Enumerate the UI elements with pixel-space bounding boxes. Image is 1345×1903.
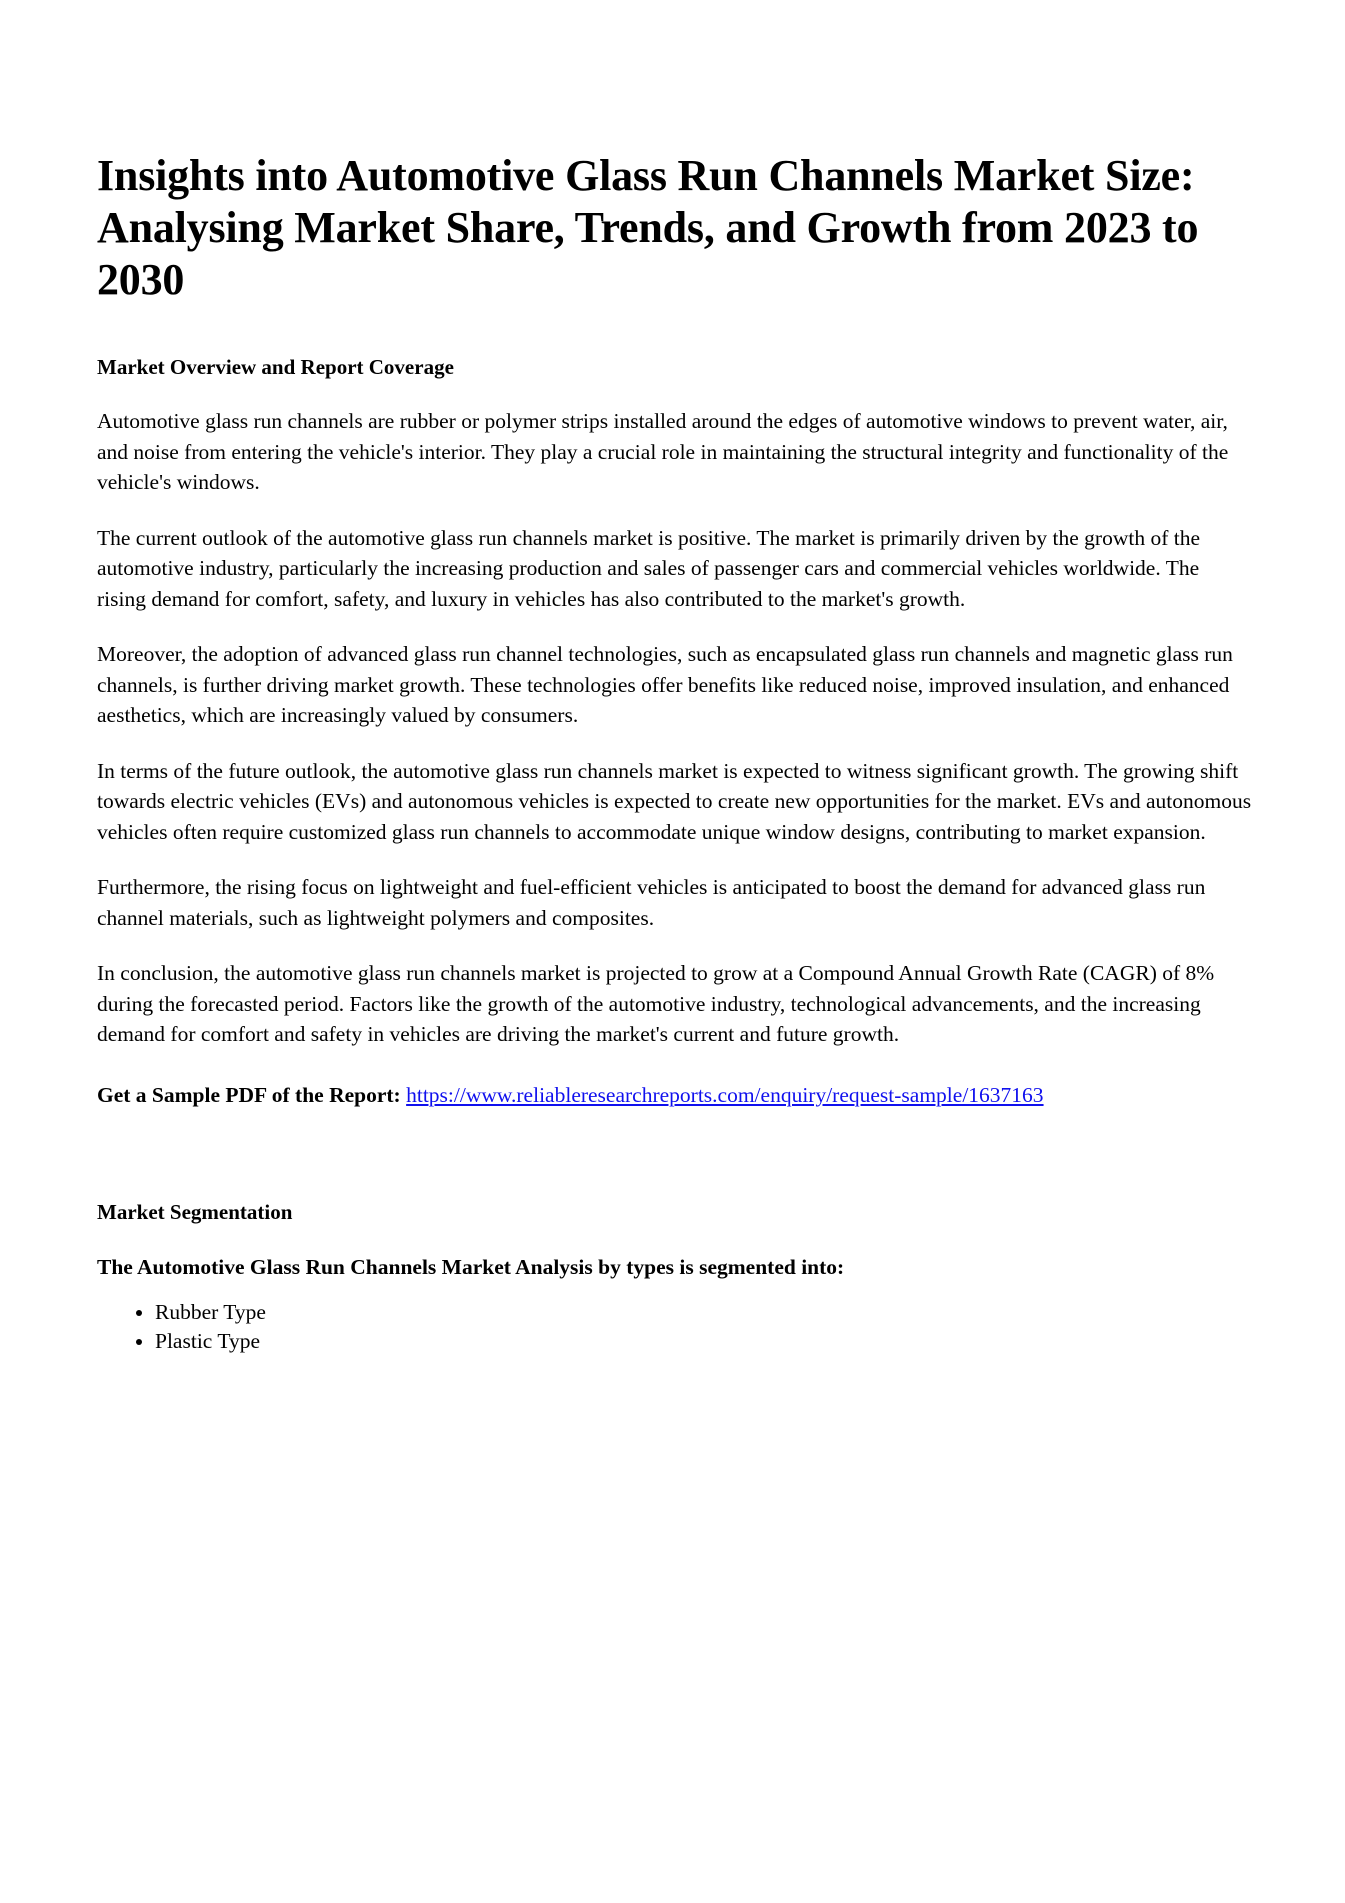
sample-pdf-label: Get a Sample PDF of the Report: [97, 1082, 401, 1107]
vertical-spacer [97, 1110, 1252, 1170]
request-sample-link[interactable]: https://www.reliableresearchreports.com/enquiry/request-sample/1637163 [406, 1082, 1044, 1107]
sample-pdf-line [97, 1080, 1252, 1111]
paragraph-lightweight-focus: Furthermore, the rising focus on lightweight and fuel-efficient vehicles is anticipated to boost the demand for advanced glass run channel materials, such as lightweight polymers and composites. [97, 875, 1206, 930]
section-heading-market-segmentation: Market Segmentation [97, 1200, 293, 1225]
list-item: • Plastic Type [155, 1327, 1252, 1356]
segment-type-list [97, 1298, 1252, 1355]
section-heading-market-overview: Market Overview and Report Coverage [97, 354, 454, 379]
paragraph-definition: Automotive glass run channels are rubber or polymer strips installed around the edges of automotive windows to prevent water, air, and noise from entering the vehicle's interior. They play a crucial role in maintaining the structural integrity and functionality of the vehicle's windows. [97, 409, 1229, 495]
page-title: Insights into Automotive Glass Run Channels Market Size: Analysing Market Share, Trends, and Growth from 2023 to 2030 [97, 151, 1199, 304]
list-item: • Rubber Type [155, 1298, 1252, 1327]
paragraph-technologies: Moreover, the adoption of advanced glass run channel technologies, such as encapsulated glass run channels and magnetic glass run channels, is further driving market growth. These technologies offer benefits like reduced noise, improved insulation, and enhanced aesthetics, which are increasingly valued by consumers. [97, 642, 1233, 728]
document-content [97, 150, 1252, 1356]
paragraph-conclusion: In conclusion, the automotive glass run channels market is projected to grow at a Compound Annual Growth Rate (CAGR) of 8% during the forecasted period. Factors like the growth of the automotive industry, technological advancements, and the increasing demand for comfort and safety in vehicles are driving the market's current and future growth. [97, 961, 1215, 1047]
paragraph-future-outlook: In terms of the future outlook, the automotive glass run channels market is expected to witness significant growth. The growing shift towards electric vehicles (EVs) and autonomous vehicles is expected to create new opportunities for the market. EVs and autonomous vehicles often require customized glass run channels to accommodate unique window designs, contributing to market expansion. [97, 758, 1252, 844]
segmentation-types-intro: The Automotive Glass Run Channels Market Analysis by types is segmented into: [97, 1255, 845, 1280]
paragraph-current-outlook: The current outlook of the automotive glass run channels market is positive. The market is primarily driven by the growth of the automotive industry, particularly the increasing production and sales of passenger cars and commercial vehicles worldwide. The rising demand for comfort, safety, and luxury in vehicles has also contributed to the market's growth. [97, 525, 1200, 611]
